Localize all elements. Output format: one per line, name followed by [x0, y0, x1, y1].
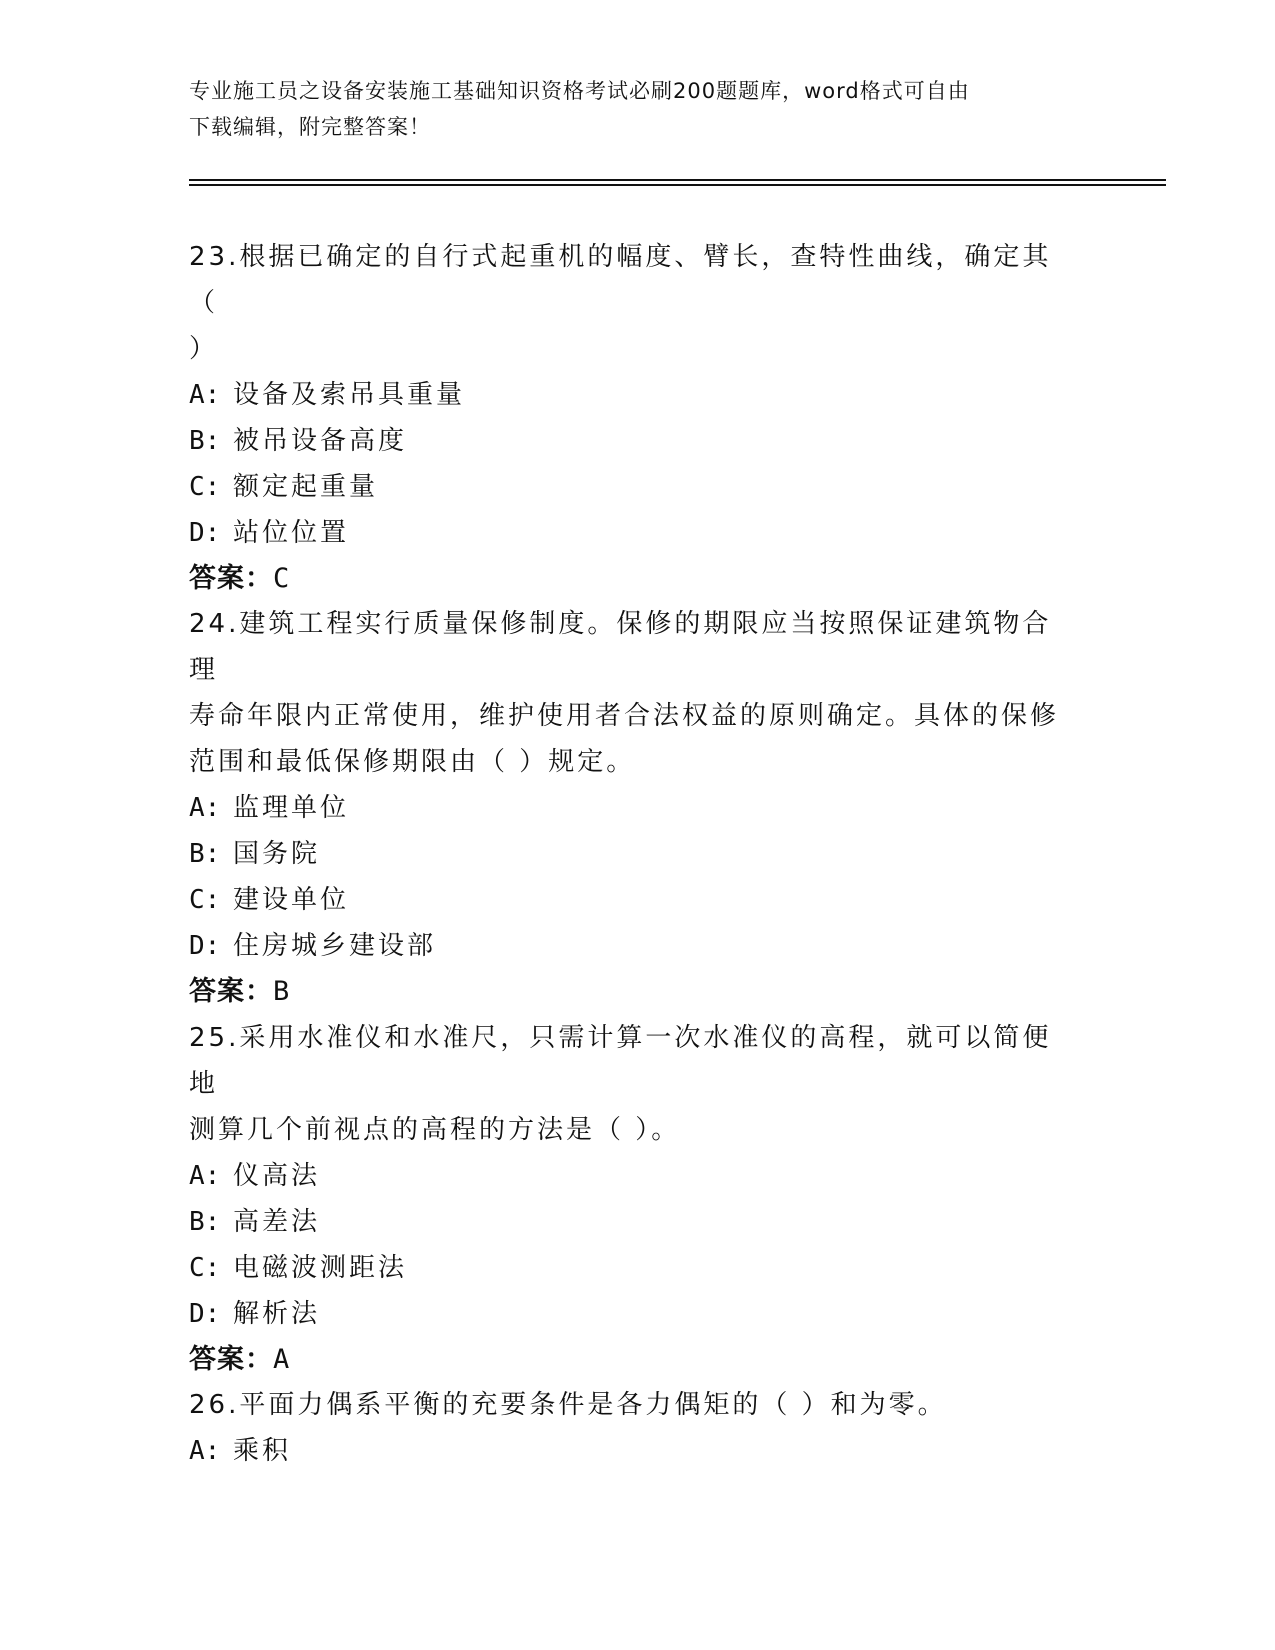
question-text-line: 24.建筑工程实行质量保修制度。保修的期限应当按照保证建筑物合理 — [189, 609, 1052, 685]
option-key: D: — [189, 931, 221, 961]
option-text: 住房城乡建设部 — [233, 931, 437, 961]
answer-value: C — [273, 563, 291, 594]
header-line-2: 下载编辑，附完整答案！ — [189, 115, 431, 139]
option-text: 建设单位 — [233, 885, 350, 915]
option-d — [189, 1291, 1079, 1337]
option-text: 被吊设备高度 — [233, 426, 408, 456]
question-text-line: 26.平面力偶系平衡的充要条件是各力偶矩的（ ）和为零。 — [189, 1390, 947, 1420]
option-key: A: — [189, 1436, 221, 1466]
option-text: 额定起重量 — [233, 472, 379, 502]
option-key: D: — [189, 1299, 221, 1329]
question-text-line: ） — [189, 334, 219, 364]
option-key: B: — [189, 839, 221, 869]
option-a — [189, 1153, 1079, 1199]
option-c — [189, 464, 1079, 510]
question-text-line: 范围和最低保修期限由（ ）规定。 — [189, 747, 636, 777]
header-line-1: 专业施工员之设备安装施工基础知识资格考试必刷200题题库，word格式可自由 — [189, 79, 970, 103]
option-key: C: — [189, 472, 221, 502]
option-text: 解析法 — [233, 1299, 321, 1329]
answer-line — [189, 556, 1079, 602]
option-key: D: — [189, 518, 221, 548]
option-text: 乘积 — [233, 1436, 292, 1466]
option-a — [189, 1428, 1079, 1474]
answer-label: 答案： — [189, 976, 273, 1007]
question-text-line: 寿命年限内正常使用，维护使用者合法权益的原则确定。具体的保修 — [189, 701, 1060, 731]
option-text: 仪高法 — [233, 1161, 321, 1191]
question-text-line: 25.采用水准仪和水准尺，只需计算一次水准仪的高程，就可以简便地 — [189, 1023, 1052, 1099]
option-text: 设备及索吊具重量 — [233, 380, 466, 410]
option-key: C: — [189, 885, 221, 915]
question-24 — [189, 601, 1079, 1015]
option-key: A: — [189, 1161, 221, 1191]
document-header — [189, 73, 1079, 145]
answer-value: A — [273, 1344, 291, 1375]
option-text: 电磁波测距法 — [233, 1253, 408, 1283]
question-text-line: 23.根据已确定的自行式起重机的幅度、臂长，查特性曲线，确定其（ — [189, 242, 1052, 318]
option-c — [189, 877, 1079, 923]
header-divider-bottom — [189, 184, 1166, 186]
option-text: 站位位置 — [233, 518, 350, 548]
option-a — [189, 372, 1079, 418]
option-text: 国务院 — [233, 839, 321, 869]
option-c — [189, 1245, 1079, 1291]
header-divider-top — [189, 179, 1166, 181]
question-25 — [189, 1015, 1079, 1383]
option-b — [189, 418, 1079, 464]
option-key: C: — [189, 1253, 221, 1283]
answer-line — [189, 969, 1079, 1015]
option-a — [189, 785, 1079, 831]
question-text-line: 测算几个前视点的高程的方法是（ ）。 — [189, 1115, 681, 1145]
answer-label: 答案： — [189, 563, 273, 594]
answer-label: 答案： — [189, 1344, 273, 1375]
answer-value: B — [273, 976, 291, 1007]
question-26 — [189, 1382, 1079, 1474]
option-d — [189, 510, 1079, 556]
option-key: B: — [189, 1207, 221, 1237]
question-23 — [189, 234, 1079, 602]
answer-line — [189, 1337, 1079, 1383]
option-text: 监理单位 — [233, 793, 350, 823]
option-key: B: — [189, 426, 221, 456]
option-text: 高差法 — [233, 1207, 321, 1237]
option-key: A: — [189, 793, 221, 823]
option-key: A: — [189, 380, 221, 410]
option-b — [189, 1199, 1079, 1245]
option-d — [189, 923, 1079, 969]
option-b — [189, 831, 1079, 877]
